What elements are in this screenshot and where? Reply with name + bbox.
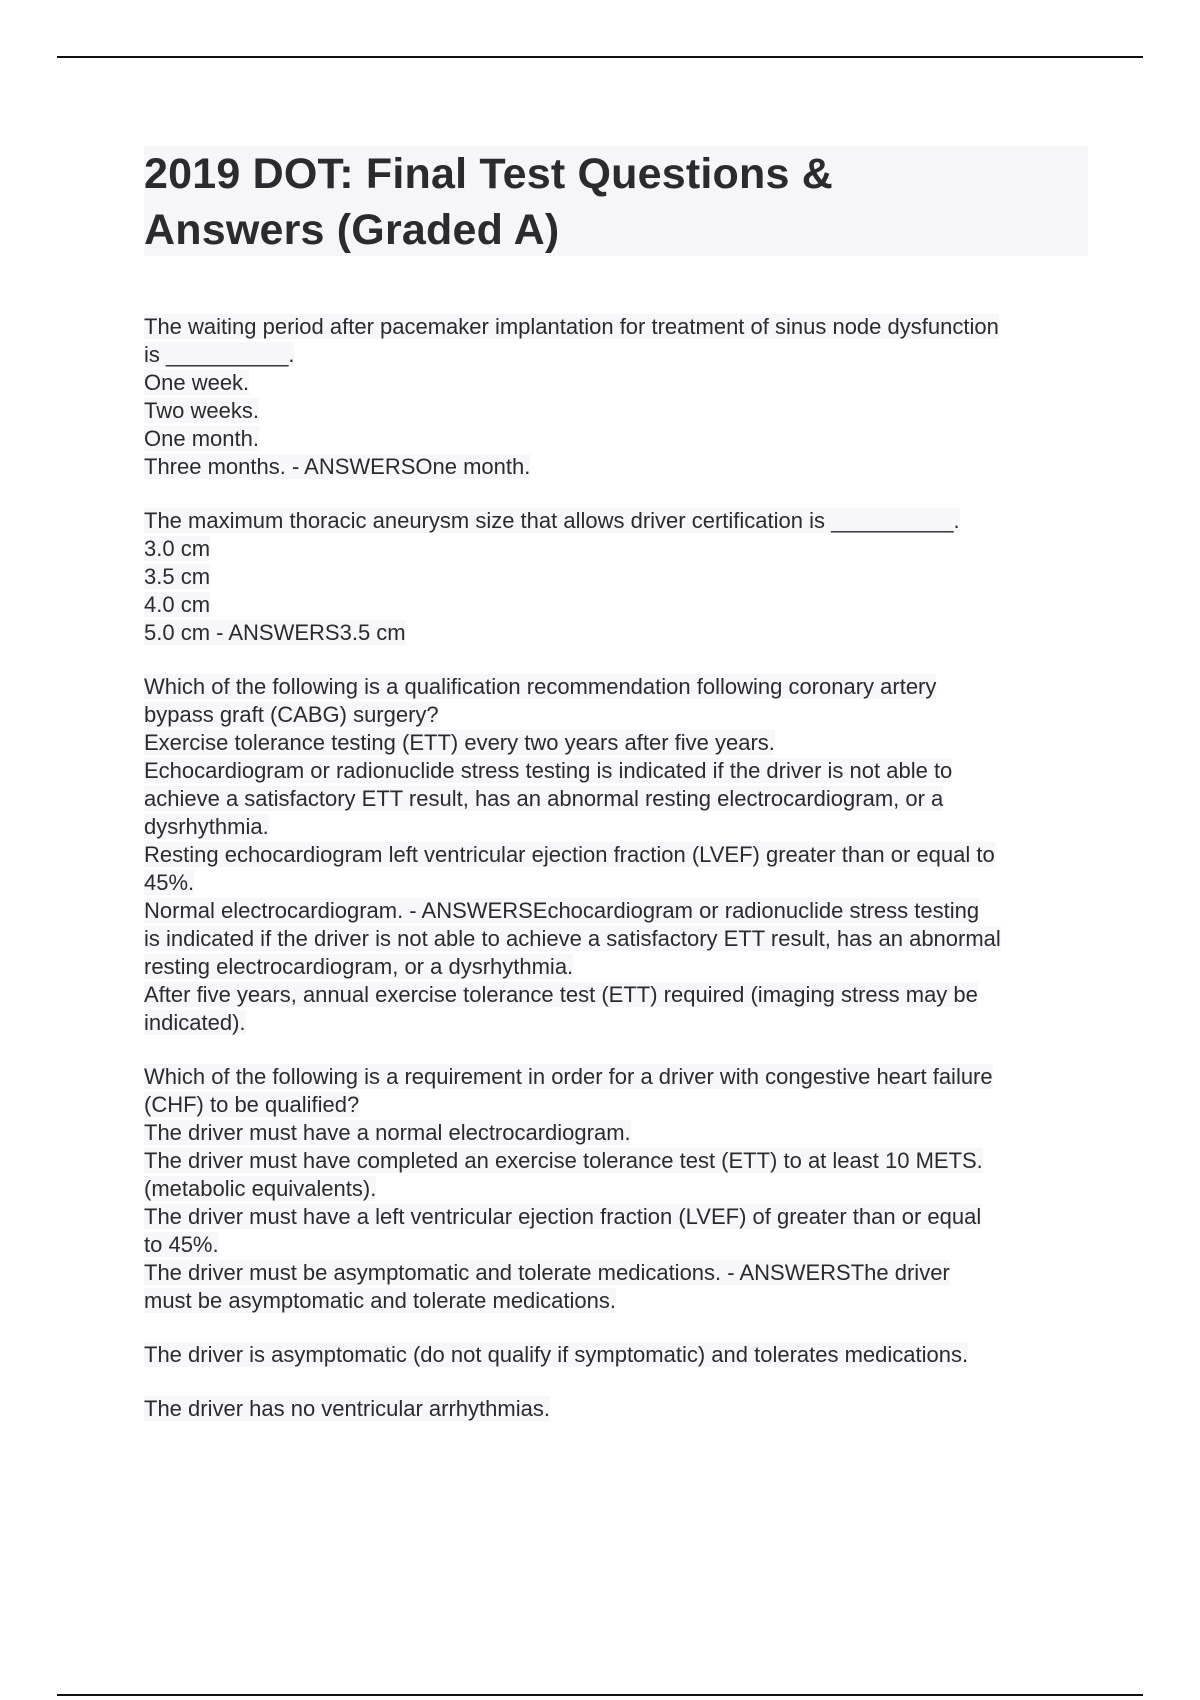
answer-option: Two weeks. (144, 398, 259, 423)
question-block-2 (144, 507, 1094, 647)
text-line: (CHF) to be qualified? (144, 1092, 360, 1117)
text-line: 45%. (144, 870, 195, 895)
bottom-rule (57, 1694, 1143, 1696)
answer-option: One week. (144, 370, 250, 395)
document-body (144, 313, 1094, 1449)
answer-option: 4.0 cm (144, 592, 211, 617)
text-line: Which of the following is a requirement in order for a driver with congestive heart failure (144, 1064, 993, 1089)
answer-option-with-answer: Normal electrocardiogram. - ANSWERSEchocardiogram or radionuclide stress testing (144, 898, 980, 923)
text-line: achieve a satisfactory ETT result, has an abnormal resting electrocardiogram, or a (144, 786, 944, 811)
answer-option: Echocardiogram or radionuclide stress testing is indicated if the driver is not able to (144, 758, 953, 783)
text-line: (metabolic equivalents). (144, 1176, 377, 1201)
answer-option: The driver must have completed an exercise tolerance test (ETT) to at least 10 METS. (144, 1148, 983, 1173)
answer-option: 3.0 cm (144, 536, 211, 561)
extra-paragraph-1 (144, 1341, 1094, 1369)
title-line-2: Answers (Graded A) (144, 206, 560, 254)
answer-option: One month. (144, 426, 259, 451)
text-line: is __________. (144, 342, 295, 367)
text-line: to 45%. (144, 1232, 219, 1257)
answer-option: The driver must have a left ventricular ejection fraction (LVEF) of greater than or equal (144, 1204, 982, 1229)
answer-option-with-answer: 5.0 cm - ANSWERS3.5 cm (144, 620, 406, 645)
question-block-4 (144, 1063, 1094, 1315)
answer-option: Resting echocardiogram left ventricular ejection fraction (LVEF) greater than or equal to (144, 842, 995, 867)
top-rule (57, 56, 1143, 58)
text-line: resting electrocardiogram, or a dysrhythmia. (144, 954, 574, 979)
answer-option-with-answer: Three months. - ANSWERSOne month. (144, 454, 531, 479)
text-line: The driver has no ventricular arrhythmias. (144, 1396, 550, 1421)
question-block-3 (144, 673, 1094, 1037)
text-line: Which of the following is a qualification recommendation following coronary artery (144, 674, 937, 699)
text-line: indicated). (144, 1010, 246, 1035)
text-line: bypass graft (CABG) surgery? (144, 702, 439, 727)
extra-paragraph-2 (144, 1395, 1094, 1423)
text-line: must be asymptomatic and tolerate medications. (144, 1288, 617, 1313)
text-line: The waiting period after pacemaker implantation for treatment of sinus node dysfunction (144, 314, 999, 339)
title-line-1: 2019 DOT: Final Test Questions & (144, 150, 833, 198)
title-block (144, 146, 1088, 256)
question-block-1 (144, 313, 1094, 481)
text-line: The maximum thoracic aneurysm size that allows driver certification is __________. (144, 508, 960, 533)
answer-option: The driver must have a normal electrocardiogram. (144, 1120, 631, 1145)
text-line: is indicated if the driver is not able to achieve a satisfactory ETT result, has an abnormal (144, 926, 1001, 951)
text-line: dysrhythmia. (144, 814, 269, 839)
answer-option-with-answer: The driver must be asymptomatic and tolerate medications. - ANSWERSThe driver (144, 1260, 950, 1285)
text-line: After five years, annual exercise tolerance test (ETT) required (imaging stress may be (144, 982, 978, 1007)
page-title (144, 146, 1088, 258)
answer-option: 3.5 cm (144, 564, 211, 589)
text-line: The driver is asymptomatic (do not qualify if symptomatic) and tolerates medications. (144, 1342, 969, 1367)
answer-option: Exercise tolerance testing (ETT) every two years after five years. (144, 730, 775, 755)
